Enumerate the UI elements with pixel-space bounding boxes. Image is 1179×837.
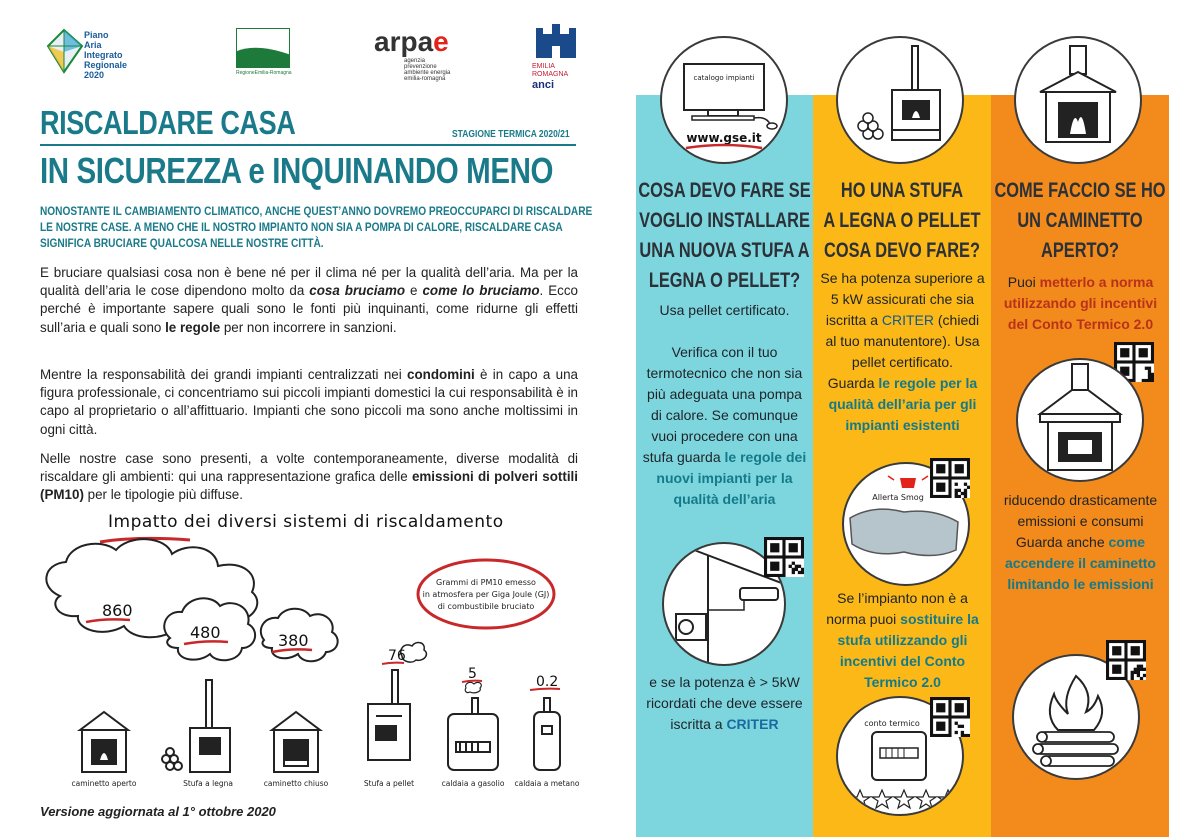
fireplace-incentives-link[interactable]: metterlo a norma utilizzando gli incentivi del Conto Termico 2.0	[1003, 274, 1158, 332]
screen-label: catalogo impianti	[693, 74, 755, 82]
qr-code-icon	[930, 458, 970, 498]
para-emphasis: le regole	[165, 319, 221, 335]
computer-illustration	[660, 36, 788, 164]
conto-termico-label: conto termico	[864, 719, 920, 728]
annotation-line: in atmosfera per Giga Joule (GJ)	[422, 590, 550, 599]
category-label: caminetto chiuso	[263, 779, 329, 788]
anci-line: ROMAGNA	[532, 71, 569, 78]
heading-line: UN CAMINETTO	[1017, 209, 1143, 232]
qr-code-conto-termico[interactable]	[930, 697, 970, 737]
intro-lead	[40, 203, 593, 251]
pair-line: Piano	[84, 30, 109, 40]
regione-emblem	[236, 28, 290, 68]
season-label: STAGIONE TERMICA 2020/21	[452, 129, 570, 140]
open-fireplace-icon	[80, 712, 128, 772]
pair-logo	[44, 28, 84, 81]
col3-text-incentives	[997, 272, 1164, 335]
computer-icon	[662, 38, 786, 162]
regione-logo	[236, 28, 292, 76]
anci-wordmark: anci	[532, 79, 555, 91]
arpae-word-e: e	[433, 26, 449, 57]
value-label: 0.2	[536, 674, 559, 690]
qr-code-new-rules[interactable]	[764, 537, 804, 577]
criter-link[interactable]: CRITER	[881, 312, 934, 328]
intro-line: NONOSTANTE IL CAMBIAMENTO CLIMATICO, ANCHE QUEST’ANNO DOVREMO PREOCCUPARCI DI RISCALDARE	[40, 204, 593, 218]
col3-heading	[972, 176, 1179, 266]
col1-text: Verifica con il tuo termotecnico che non sia più adeguata una pompa di calore. Se comunque vuoi procedere con una stufa guarda	[642, 344, 803, 465]
open-fireplace-icon	[1016, 38, 1140, 162]
wood-stove-icon	[838, 38, 962, 162]
regione-caption: RegioneEmilia-Romagna	[236, 70, 292, 76]
value-label: 76	[388, 648, 406, 664]
col1-text-criter	[642, 672, 807, 735]
stove-illustration	[836, 36, 964, 164]
heading-line: A LEGNA O PELLET	[823, 209, 981, 232]
smoke-wisp	[465, 682, 481, 692]
heading-line: HO UNA STUFA	[840, 179, 964, 202]
col1-text-verify	[642, 342, 807, 510]
col3-text: Puoi	[1007, 274, 1040, 290]
conto-termico-link[interactable]: sostituire la stufa utilizzando gli incentivi del Conto Termico 2.0	[837, 611, 979, 690]
pair-line: Integrato	[84, 50, 123, 60]
paragraph-2	[40, 366, 578, 439]
category-label: caminetto aperto	[71, 779, 137, 788]
page-title: RISCALDARE CASA	[40, 104, 296, 141]
heading-line: COSA DEVO FARE?	[824, 239, 980, 262]
hooded-fireplace-icon	[1018, 360, 1142, 480]
para-text: è in capo a una figura professionale, ci concentriamo sui piccoli impianti domestici la cui responsabilità è in capo al proprietario o all’affittuario. Impianti che sono piccoli ma sono anche moltissimi in ogni città.	[40, 367, 578, 437]
para-text: E bruciare qualsiasi cosa non è bene né per il clima né per la qualità dell’aria. Ma per la qualità dell’aria le cose dipendono molto da	[40, 265, 578, 299]
heading-line: LEGNA O PELLET?	[648, 269, 801, 292]
smog-alert-label: Allerta Smog	[872, 493, 924, 502]
castle-icon	[532, 24, 580, 58]
para-text: . Ecco perché è importante sapere quali sono le fonti più inquinanti, come ridurne gli effetti sull’aria e quali sono	[40, 283, 579, 335]
gas-boiler-icon	[534, 698, 560, 770]
heading-line: COME FACCIO SE HO	[994, 179, 1166, 202]
category-labels	[72, 779, 580, 788]
anci-logo	[532, 24, 580, 91]
version-note: Versione aggiornata al 1° ottobre 2020	[40, 804, 276, 819]
para-text: per le tipologie più diffuse.	[83, 487, 243, 503]
para-emphasis: condomini	[407, 367, 475, 382]
qr-code-icon	[764, 537, 804, 577]
qr-code-existing-rules[interactable]	[930, 458, 970, 498]
col2-text: (chiedi al tuo manutentore). Usa pellet certificato.	[825, 312, 980, 370]
anci-region	[532, 63, 580, 79]
arpae-subtitle	[404, 58, 474, 82]
col2-text: Se l’impianto non è a norma puoi	[826, 590, 968, 627]
logo-bar	[40, 24, 580, 94]
heading-line: VOGLIO INSTALLARE	[639, 209, 810, 232]
para-text: Mentre la responsabilità dei grandi impianti centralizzati nei	[40, 367, 408, 382]
value-label: 480	[190, 623, 221, 642]
col3-text-reduce	[997, 490, 1164, 595]
value-label: 5	[468, 666, 477, 682]
para-emphasis: come lo bruciamo	[422, 283, 540, 299]
qr-code-lighting-guide[interactable]	[1106, 640, 1146, 680]
kite-icon	[44, 28, 84, 76]
arpae-wordmark	[374, 26, 474, 58]
para-text: e	[405, 283, 423, 299]
value-label: 860	[102, 601, 133, 620]
pair-line: Regionale	[84, 60, 128, 70]
chart-title: Impatto dei diversi sistemi di riscaldamento	[108, 512, 504, 532]
criter-link[interactable]: CRITER	[726, 716, 779, 732]
arpae-word-main: arpa	[374, 26, 434, 57]
heading-line: APERTO?	[1041, 239, 1119, 262]
paragraph-1	[40, 264, 578, 337]
para-text: per non incorrere in sanzioni.	[220, 319, 397, 335]
col1-text: e se la potenza è > 5kW ricordati che deve essere iscritta a	[646, 674, 803, 732]
pair-line: 2020	[84, 70, 105, 80]
arpae-sub-line: agenzia	[404, 58, 426, 64]
heading-line: COSA DEVO FARE SE	[638, 179, 811, 202]
oil-boiler-icon	[448, 698, 498, 770]
col2-text-replace	[819, 588, 986, 693]
wood-stove-icon	[162, 680, 230, 772]
intro-line: LE NOSTRE CASE. A MENO CHE IL NOSTRO IMPIANTO NON SIA A POMPA DI CALORE, RISCALDARE CASA	[40, 220, 563, 234]
category-label: caldaia a metano	[514, 779, 580, 788]
arpae-sub-line: ambiente energia	[404, 70, 451, 76]
pair-line: Aria	[84, 40, 102, 50]
annotation-line: Grammi di PM10 emesso	[436, 578, 536, 587]
para-emphasis: cosa bruciamo	[309, 283, 406, 299]
title-divider	[40, 144, 576, 146]
anci-line: EMILIA	[532, 63, 555, 70]
new-rules-link[interactable]: le regole dei nuovi impianti per la qualità dell’aria	[656, 449, 807, 507]
pair-logo-text	[84, 30, 127, 80]
closed-fireplace-illustration	[1016, 358, 1144, 482]
category-label: Stufa a legna	[183, 779, 233, 788]
lighting-guide-link[interactable]: come accendere il caminetto limitando le emissioni	[1005, 534, 1156, 592]
page-subtitle: IN SICUREZZA e INQUINANDO MENO	[40, 150, 554, 191]
intro-line: SIGNIFICA BRUCIARE QUALCOSA NELLE NOSTRE CITTÀ.	[40, 236, 324, 250]
arpae-sub-line: prevenzione	[404, 64, 437, 70]
existing-rules-link[interactable]: le regole per la qualità dell’aria per gli impianti esistenti	[828, 375, 978, 433]
arpae-sub-line: emilia-romagna	[404, 76, 446, 82]
emissions-chart	[20, 530, 590, 810]
value-label: 380	[278, 631, 309, 650]
qr-code-icon	[930, 697, 970, 737]
heading-line: UNA NUOVA STUFA A	[639, 239, 810, 262]
category-label: caldaia a gasolio	[441, 779, 505, 788]
col2-text: Se ha potenza superiore a 5 kW assicurati che sia iscritta a	[820, 270, 985, 328]
fireplace-illustration	[1014, 36, 1142, 164]
qr-code-icon	[1106, 640, 1146, 680]
col3-text: riducendo drasticamente emissioni e consumi Guarda anche	[1003, 492, 1158, 550]
closed-fireplace-icon	[272, 712, 320, 772]
annotation-line: di combustibile bruciato	[437, 602, 535, 611]
col2-text: Guarda	[827, 375, 879, 391]
para-emphasis: emissioni di polveri sottili (PM10)	[40, 469, 578, 503]
col2-text-power	[819, 268, 986, 436]
col1-text-pellet: Usa pellet certificato.	[659, 302, 790, 318]
category-label: Stufa a pellet	[363, 779, 415, 788]
arpae-logo	[374, 26, 474, 82]
pellet-stove-icon	[368, 670, 410, 760]
paragraph-3	[40, 450, 578, 505]
gse-url[interactable]: www.gse.it	[686, 131, 762, 145]
para-text: Nelle nostre case sono presenti, a volte contemporaneamente, diverse modalità di riscaldare gli ambienti: qui una rappresentazione grafica delle	[40, 451, 578, 485]
